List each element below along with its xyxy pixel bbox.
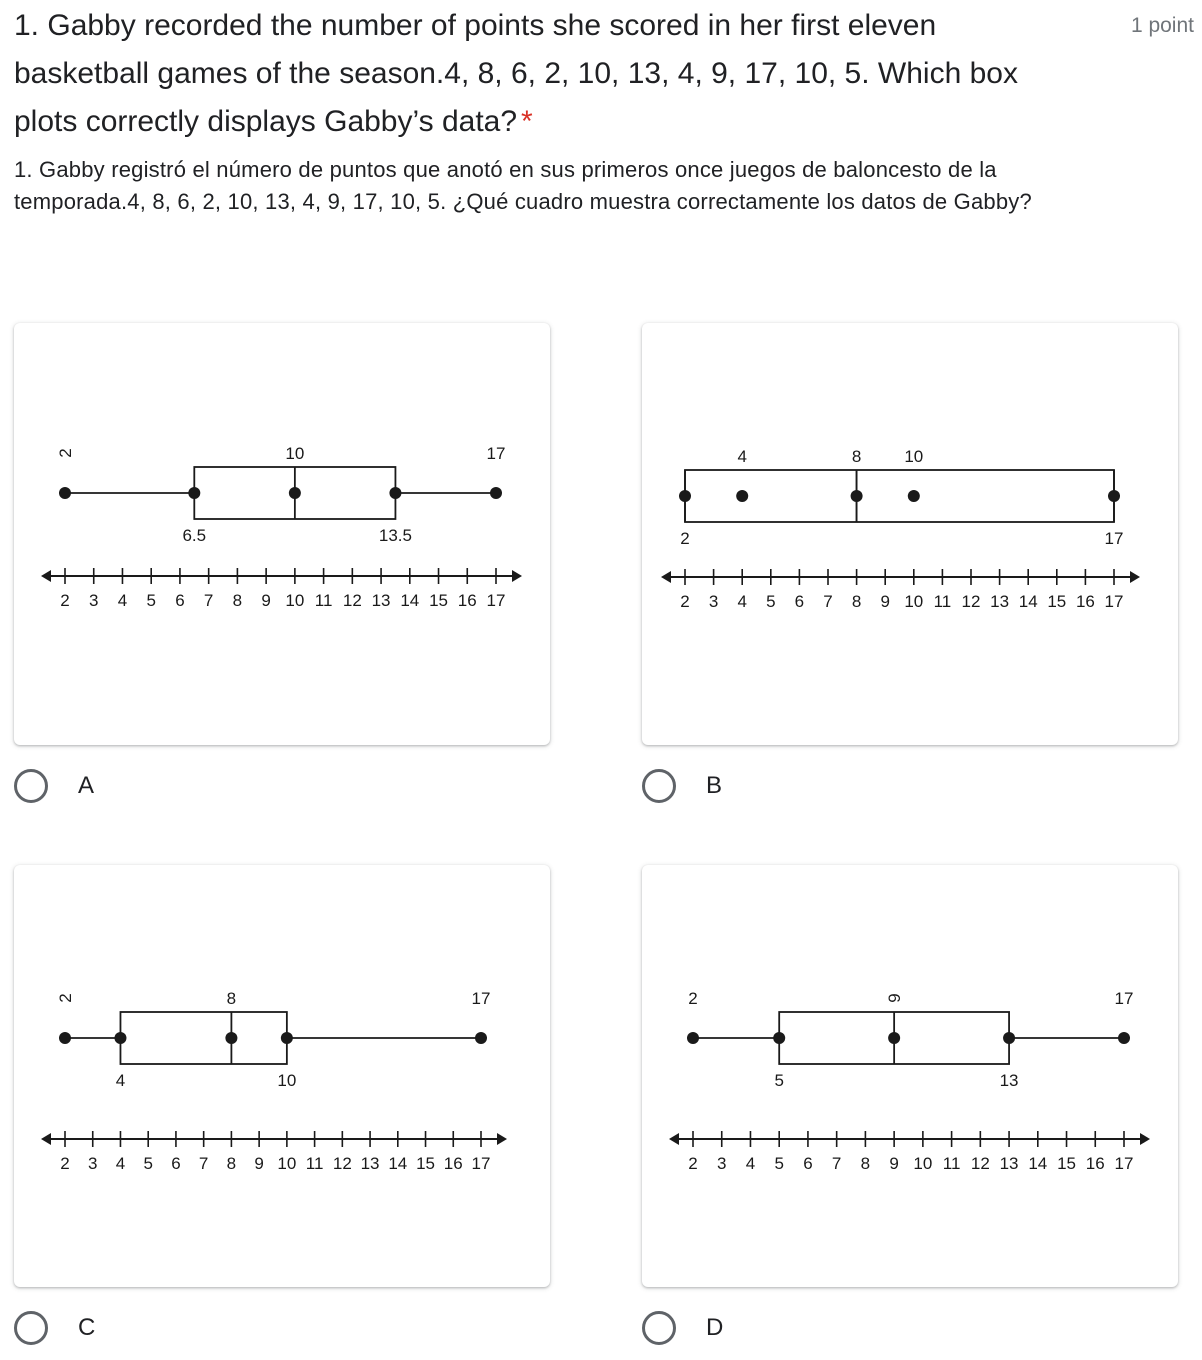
axis-tick-label: 16 <box>443 1154 463 1173</box>
value-label: 2 <box>56 448 75 458</box>
number-line-left-arrow <box>41 570 51 582</box>
axis-tick-label: 14 <box>388 1154 408 1173</box>
value-label: 10 <box>904 447 924 466</box>
data-point <box>687 1032 699 1044</box>
value-label: 4 <box>737 447 747 466</box>
data-point <box>389 487 401 499</box>
option-d[interactable] <box>642 1311 723 1345</box>
axis-tick-label: 14 <box>1018 592 1038 611</box>
data-point <box>736 490 748 502</box>
option-d-label: D <box>706 1314 724 1341</box>
question-description: 1. Gabby registró el número de puntos que anotó en sus primeros once juegos de baloncesto de la temporada.4, 8, 6, 2, 10, 13, 4, 9, 17, 10, 5. ¿Qué cuadro muestra correctamente los datos de Gabby? <box>14 157 1032 214</box>
value-label: 13 <box>999 1071 1019 1090</box>
axis-tick-label: 5 <box>766 592 776 611</box>
axis-tick-label: 17 <box>1104 592 1124 611</box>
required-asterisk: * <box>521 105 533 138</box>
axis-tick-label: 3 <box>716 1154 727 1173</box>
axis-tick-label: 17 <box>486 591 506 610</box>
axis-tick-label: 8 <box>232 591 243 610</box>
value-label: 2 <box>56 993 75 1003</box>
axis-tick-label: 6 <box>794 592 805 611</box>
option-a-label: A <box>78 772 95 799</box>
axis-tick-label: 13 <box>990 592 1010 611</box>
option-d-image-card <box>642 865 1178 1287</box>
axis-tick-label: 8 <box>851 592 862 611</box>
value-label: 17 <box>486 444 506 463</box>
option-c-image-card <box>14 865 550 1287</box>
axis-tick-label: 2 <box>688 1154 698 1173</box>
value-label: 2 <box>680 529 690 548</box>
axis-tick-label: 2 <box>60 591 70 610</box>
axis-tick-label: 4 <box>115 1154 126 1173</box>
number-line-right-arrow <box>512 570 522 582</box>
option-a[interactable] <box>14 769 94 803</box>
data-point <box>114 1032 126 1044</box>
data-point <box>59 487 71 499</box>
number-line-left-arrow <box>41 1133 51 1145</box>
value-label: 17 <box>1104 529 1124 548</box>
axis-tick-label: 14 <box>400 591 420 610</box>
data-point <box>908 490 920 502</box>
axis-tick-label: 12 <box>332 1154 352 1173</box>
axis-tick-label: 17 <box>471 1154 491 1173</box>
axis-tick-label: 3 <box>87 1154 98 1173</box>
axis-tick-label: 9 <box>880 592 890 611</box>
value-label: 8 <box>226 989 237 1008</box>
axis-tick-label: 7 <box>203 591 214 610</box>
data-point <box>773 1032 785 1044</box>
axis-tick-label: 2 <box>60 1154 70 1173</box>
axis-tick-label: 4 <box>117 591 128 610</box>
value-label: 9 <box>885 993 905 1003</box>
axis-tick-label: 5 <box>143 1154 153 1173</box>
axis-tick-label: 15 <box>1047 592 1067 611</box>
data-point <box>851 490 863 502</box>
question-title <box>14 2 1074 146</box>
data-point <box>289 487 301 499</box>
value-label: 17 <box>1114 989 1134 1008</box>
data-point <box>490 487 502 499</box>
option-b-radio[interactable] <box>642 769 676 803</box>
axis-tick-label: 4 <box>745 1154 756 1173</box>
value-label: 4 <box>115 1071 126 1090</box>
axis-tick-label: 3 <box>708 592 719 611</box>
axis-tick-label: 10 <box>904 592 924 611</box>
option-c[interactable] <box>14 1311 95 1345</box>
axis-tick-label: 16 <box>1085 1154 1105 1173</box>
axis-tick-label: 7 <box>831 1154 842 1173</box>
axis-tick-label: 12 <box>970 1154 990 1173</box>
data-point <box>188 487 200 499</box>
value-label: 6.5 <box>182 526 207 545</box>
number-line-right-arrow <box>1140 1133 1150 1145</box>
data-point <box>225 1032 237 1044</box>
box <box>120 1012 286 1064</box>
axis-tick-label: 13 <box>360 1154 380 1173</box>
box-plot-b <box>642 323 1178 745</box>
option-a-radio[interactable] <box>14 769 48 803</box>
option-d-radio[interactable] <box>642 1311 676 1345</box>
option-a-image-card <box>14 323 550 745</box>
option-c-label: C <box>78 1314 96 1341</box>
axis-tick-label: 11 <box>305 1154 324 1173</box>
data-point <box>59 1032 71 1044</box>
axis-tick-label: 10 <box>913 1154 933 1173</box>
axis-tick-label: 14 <box>1028 1154 1048 1173</box>
axis-tick-label: 10 <box>277 1154 297 1173</box>
data-point <box>1118 1032 1130 1044</box>
value-label: 10 <box>277 1071 297 1090</box>
axis-tick-label: 9 <box>889 1154 899 1173</box>
axis-tick-label: 8 <box>860 1154 871 1173</box>
value-label: 13.5 <box>378 526 412 545</box>
axis-tick-label: 10 <box>285 591 305 610</box>
data-point <box>1108 490 1120 502</box>
option-c-radio[interactable] <box>14 1311 48 1345</box>
axis-tick-label: 6 <box>171 1154 181 1173</box>
box-plot-d <box>642 865 1178 1287</box>
box <box>685 470 1114 522</box>
axis-tick-label: 12 <box>342 591 362 610</box>
axis-tick-label: 13 <box>371 591 391 610</box>
axis-tick-label: 2 <box>680 592 690 611</box>
points-label: 1 point <box>1130 14 1194 37</box>
axis-tick-label: 17 <box>1114 1154 1134 1173</box>
option-b-label: B <box>706 772 723 799</box>
number-line-left-arrow <box>669 1133 679 1145</box>
axis-tick-label: 5 <box>774 1154 784 1173</box>
axis-tick-label: 11 <box>942 1154 961 1173</box>
axis-tick-label: 16 <box>1075 592 1095 611</box>
box-plot-a <box>14 323 550 745</box>
value-label: 17 <box>471 989 491 1008</box>
axis-tick-label: 12 <box>961 592 981 611</box>
axis-tick-label: 15 <box>429 591 448 610</box>
box-plot-c <box>14 865 550 1287</box>
axis-tick-label: 11 <box>314 591 333 610</box>
axis-tick-label: 7 <box>198 1154 209 1173</box>
data-point <box>281 1032 293 1044</box>
axis-tick-label: 9 <box>261 591 271 610</box>
data-point <box>475 1032 487 1044</box>
axis-tick-label: 16 <box>457 591 477 610</box>
axis-tick-label: 5 <box>146 591 156 610</box>
question-title-text: 1. Gabby recorded the number of points she scored in her first eleven basketball games of the season.4, 8, 6, 2, 10, 13, 4, 9, 17, 10, 5. Which box plots correctly displays Gabby’s data? <box>14 9 1018 138</box>
axis-tick-label: 11 <box>933 592 952 611</box>
option-b-image-card <box>642 323 1178 745</box>
number-line-right-arrow <box>1130 571 1140 583</box>
value-label: 8 <box>851 447 862 466</box>
axis-tick-label: 4 <box>737 592 747 611</box>
axis-tick-label: 8 <box>226 1154 237 1173</box>
axis-tick-label: 13 <box>999 1154 1019 1173</box>
axis-tick-label: 15 <box>1057 1154 1076 1173</box>
value-label: 2 <box>688 989 698 1008</box>
axis-tick-label: 6 <box>175 591 185 610</box>
data-point <box>1003 1032 1015 1044</box>
axis-tick-label: 7 <box>823 592 833 611</box>
number-line-right-arrow <box>497 1133 507 1145</box>
data-point <box>888 1032 900 1044</box>
number-line-left-arrow <box>661 571 671 583</box>
value-label: 10 <box>285 444 305 463</box>
value-label: 5 <box>774 1071 784 1090</box>
option-b[interactable] <box>642 769 722 803</box>
axis-tick-label: 3 <box>88 591 99 610</box>
axis-tick-label: 15 <box>416 1154 435 1173</box>
axis-tick-label: 6 <box>803 1154 813 1173</box>
axis-tick-label: 9 <box>254 1154 264 1173</box>
data-point <box>679 490 691 502</box>
